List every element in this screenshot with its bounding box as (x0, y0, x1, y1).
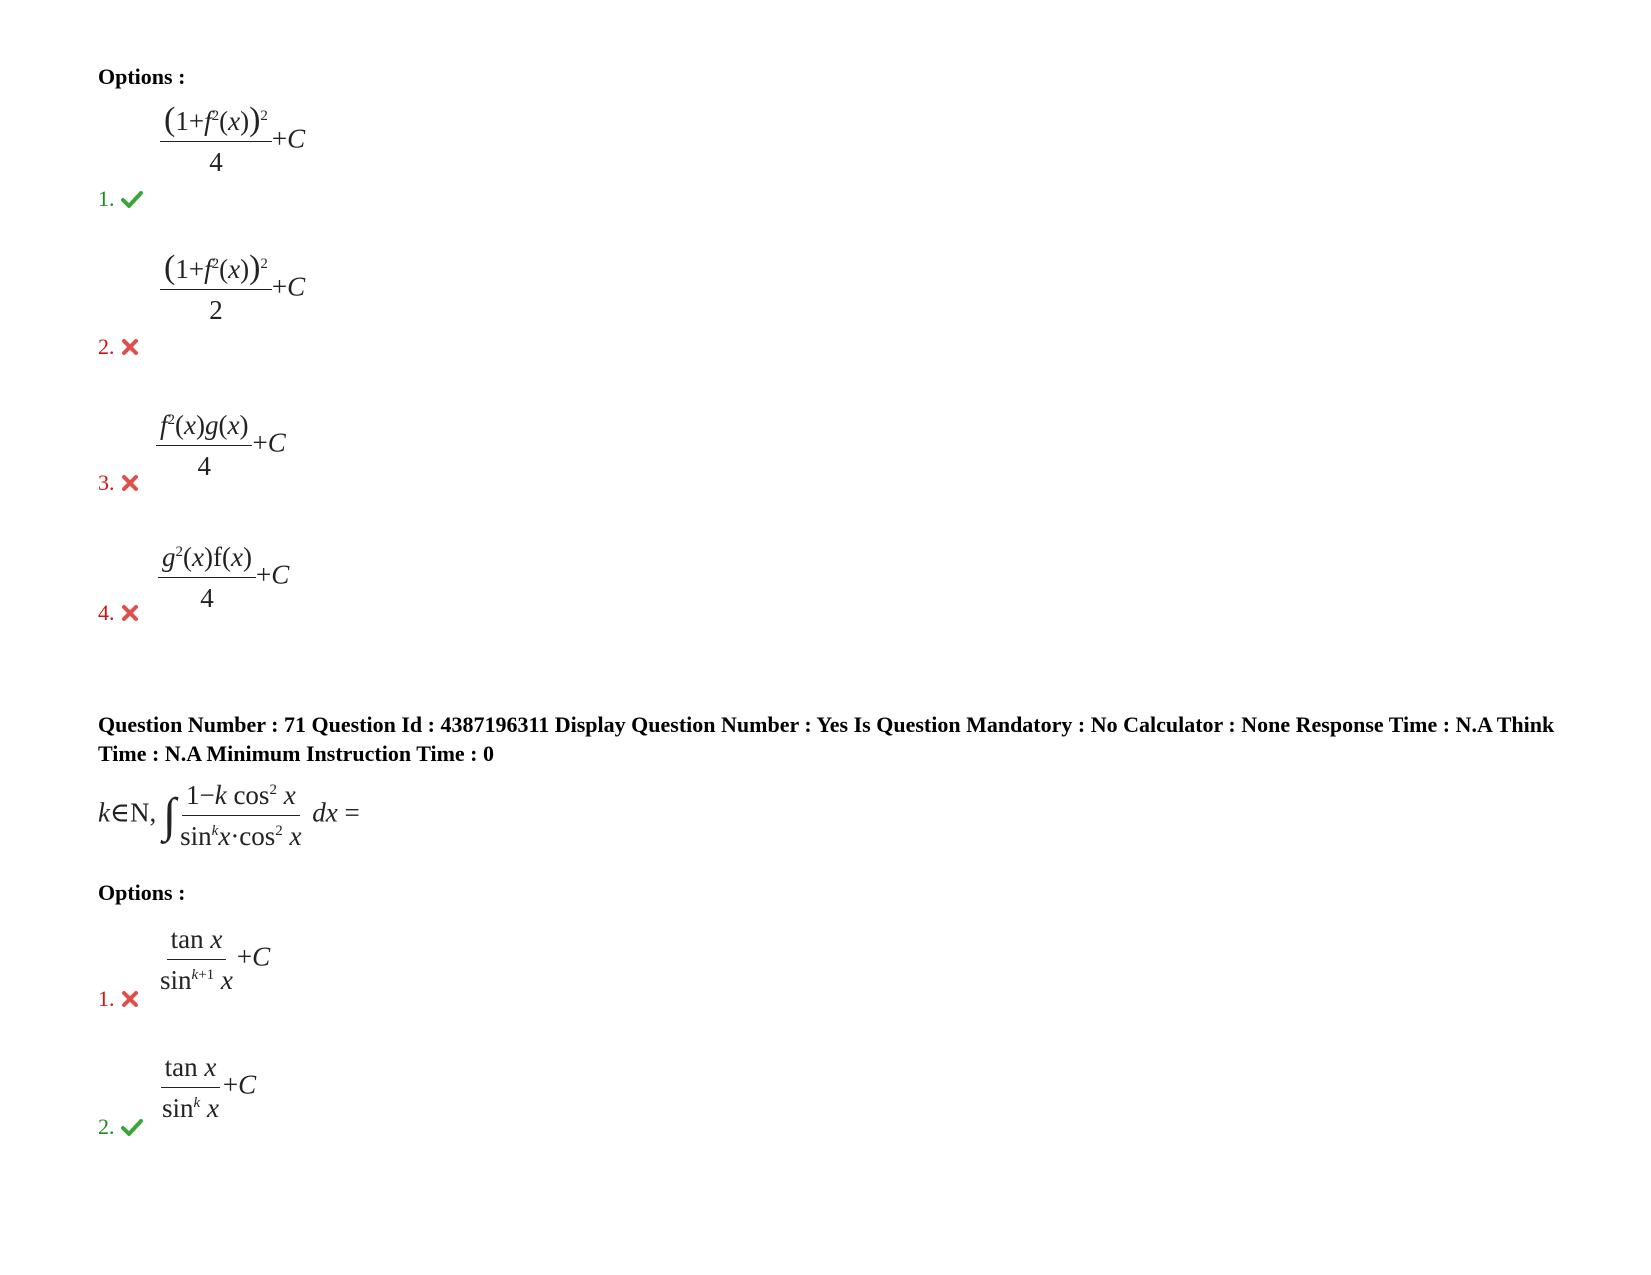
question-meta: Question Number : 71 Question Id : 4387196311 Display Question Number : Yes Is Question Mandatory : No Calculator : None Response Time : N.A Think Time : N.A Minimum Instruction Time : 0 (98, 712, 1555, 766)
cross-icon (121, 602, 139, 628)
question-71-stem: k∈N, ∫ $\frac{1-k \cos^2 x}{\sin^kx\cdot\cos^2 x}$ dx = (98, 780, 360, 851)
q71-option-2-formula: $\frac{\text{tan x}}{\sin^k x}$ +C (162, 1052, 257, 1123)
options-label: Options : (98, 880, 186, 905)
option-2-number: 2. (98, 334, 139, 362)
option-2-formula: $\frac{(1+f^2(x))^2}{2}$ +C (160, 252, 305, 327)
cross-icon (121, 336, 139, 362)
options-label: Options : (98, 64, 186, 89)
check-icon (121, 1116, 143, 1142)
option-4-formula: $\frac{g^2(x)f(x)}{4}$ +C (158, 540, 289, 615)
option-3-formula: $\frac{f^2(x)g(x)}{4}$ +C (156, 408, 286, 483)
cross-icon (121, 988, 139, 1014)
option-3-number: 3. (98, 470, 139, 498)
q71-option-2-number: 2. (98, 1114, 143, 1142)
check-icon (121, 188, 143, 214)
option-1-number: 1. (98, 186, 143, 214)
option-1-formula: $\frac{(1+f^2(x))^2}{4}$ +C (160, 104, 305, 179)
option-4-number: 4. (98, 600, 139, 628)
q71-option-1-formula: $\frac{\text{tan x}}{\sin^{k+1} x}$ +C (160, 924, 271, 995)
cross-icon (121, 472, 139, 498)
q71-option-1-number: 1. (98, 986, 139, 1014)
